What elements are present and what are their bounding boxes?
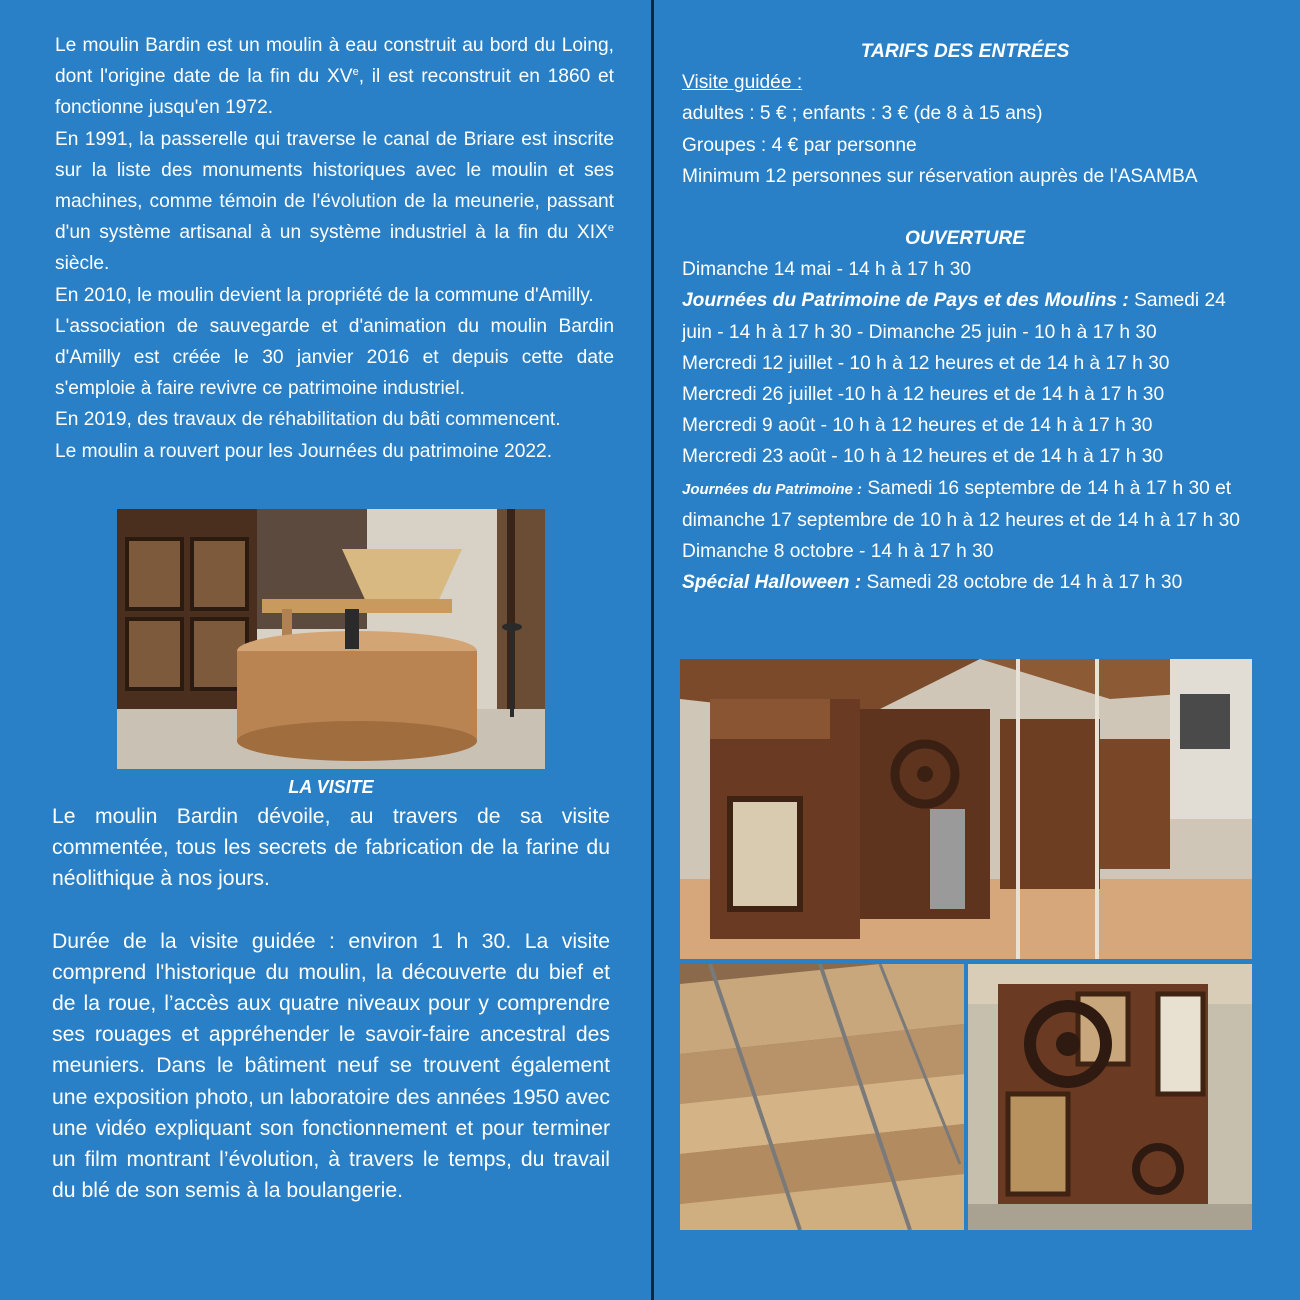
tarifs-line: adultes : 5 € ; enfants : 3 € (de 8 à 15 ans) bbox=[682, 103, 1043, 125]
ouverture-line: Journées du Patrimoine de Pays et des Moulins : Samedi 24 juin - 14 h à 17 h 30 - Dimanche 25 juin - 10 h à 17 h 30 bbox=[682, 290, 1226, 343]
machines-room-photo bbox=[680, 659, 1252, 959]
ouverture-line: Mercredi 23 août - 10 h à 12 heures et de 14 h à 17 h 30 bbox=[682, 446, 1164, 468]
intro-paragraph: Le moulin Bardin est un moulin à eau construit au bord du Loing, dont l'origine date de la fin du XVe, il est reconstruit en 1860 et fonctionne jusqu'en 1972. bbox=[55, 35, 614, 119]
intro-paragraph: En 2019, des travaux de réhabilitation du bâti commencent. bbox=[55, 409, 561, 431]
ouverture-line: Spécial Halloween : Samedi 28 octobre de 14 h à 17 h 30 bbox=[682, 572, 1183, 594]
millstone-photo bbox=[117, 509, 545, 769]
tarifs-subtitle: Visite guidée : bbox=[682, 72, 803, 94]
intro-paragraph: En 2010, le moulin devient la propriété de la commune d'Amilly. bbox=[55, 284, 594, 306]
column-divider bbox=[651, 0, 654, 1300]
ouverture-line: Mercredi 26 juillet -10 h à 12 heures et de 14 h à 17 h 30 bbox=[682, 384, 1165, 406]
roller-mill-photo bbox=[968, 964, 1252, 1230]
tarifs-title: TARIFS DES ENTRÉES bbox=[860, 41, 1070, 62]
ouverture-line: Dimanche 14 mai - 14 h à 17 h 30 bbox=[682, 259, 972, 281]
tarifs-line: Minimum 12 personnes sur réservation auprès de l'ASAMBA bbox=[682, 165, 1198, 187]
ouverture-line: Dimanche 8 octobre - 14 h à 17 h 30 bbox=[682, 541, 994, 563]
info-column bbox=[682, 36, 1248, 598]
tarifs-line: Groupes : 4 € par personne bbox=[682, 134, 917, 156]
intro-text bbox=[55, 30, 614, 467]
ouverture-title: OUVERTURE bbox=[904, 228, 1026, 250]
intro-paragraph: L'association de sauvegarde et d'animation du moulin Bardin d'Amilly est créée le 30 janvier 2016 et depuis cette date s'emploie à faire revivre ce patrimoine industriel. bbox=[55, 315, 614, 400]
visite-text bbox=[52, 801, 610, 1206]
sieves-photo bbox=[680, 964, 964, 1230]
visite-paragraph: Le moulin Bardin dévoile, au travers de sa visite commentée, tous les secrets de fabrication de la farine du néolithique à nos jours. bbox=[52, 805, 610, 891]
visite-paragraph: Durée de la visite guidée : environ 1 h 30. La visite comprend l'historique du moulin, la découverte du bief et de la roue, l’accès aux quatre niveaux pour y comprendre ses rouages et appréhender le savoir-faire ancestral des meuniers. Dans le bâtiment neuf se trouvent également une exposition photo, un laboratoire des années 1950 avec une vidéo expliquant son fonctionnement et pour terminer un film montrant l’évolution, à travers le temps, du travail du blé de son semis à la boulangerie. bbox=[52, 929, 610, 1203]
intro-paragraph: Le moulin a rouvert pour les Journées du patrimoine 2022. bbox=[55, 440, 553, 462]
ouverture-line: Journées du Patrimoine : Samedi 16 septembre de 14 h à 17 h 30 et dimanche 17 septembre de 10 h à 12 heures et de 14 h à 17 h 30 bbox=[682, 477, 1240, 531]
ouverture-line: Mercredi 9 août - 10 h à 12 heures et de 14 h à 17 h 30 bbox=[682, 415, 1153, 437]
ouverture-line: Mercredi 12 juillet - 10 h à 12 heures et de 14 h à 17 h 30 bbox=[682, 352, 1170, 374]
intro-paragraph: En 1991, la passerelle qui traverse le canal de Briare est inscrite sur la liste des monuments historiques avec le moulin et ses machines, comme témoin de l'évolution de la meunerie, passant d'un système artisanal à un système industriel à la fin du XIXe siècle. bbox=[55, 128, 614, 275]
visite-title: LA VISITE bbox=[288, 777, 374, 797]
